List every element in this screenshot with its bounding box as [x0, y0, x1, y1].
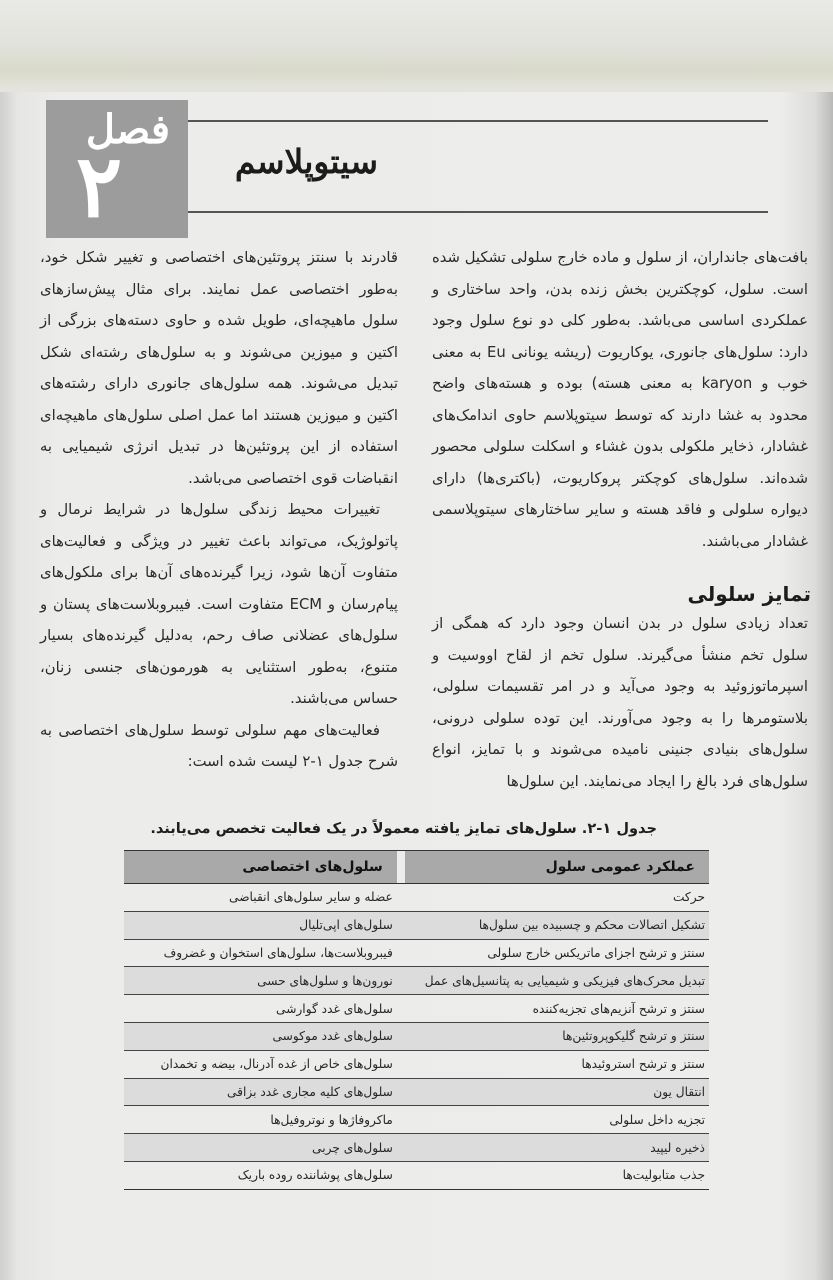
section-heading: تمایز سلولی — [687, 582, 811, 606]
chapter-number: ۲ — [76, 136, 123, 237]
table-row — [124, 995, 709, 1023]
table-cell-specialized: سلول‌های خاص از غده آدرنال، بیضه و تخمدان — [124, 1050, 397, 1078]
paragraph: تغییرات محیط زندگی سلول‌ها در شرایط نرمال و پاتولوژیک، می‌تواند باعث تغییر در ویژگی و فعالیت‌های متفاوت آن‌ها شود، زیرا گیرنده‌های آن‌ها برای ملکول‌های پیام‌رسان و ECM متفاوت است. فیبروبلاست‌های پستان و سلول‌های عضلانی صاف رحم، به‌دلیل گیرنده‌های بسیار متنوع، به‌طور استثنایی به هورمون‌های جنسی زنان، حساس می‌باشند. — [40, 501, 398, 707]
title-top-rule — [188, 120, 768, 122]
table-cell-function: جذب متابولیت‌ها — [405, 1161, 709, 1189]
table-row — [124, 1022, 709, 1050]
table-cell-specialized: سلول‌های غدد موکوسی — [124, 1022, 397, 1050]
table-header-cell: عملکرد عمومی سلول — [405, 851, 709, 884]
table-row — [124, 967, 709, 995]
table-header-row — [124, 851, 709, 884]
table-caption: جدول ۱-۲. سلول‌های تمایز یافته معمولاً در یک فعالیت تخصص می‌یابند. — [150, 820, 657, 837]
title-bottom-rule — [188, 211, 768, 213]
table-cell-function: سنتز و ترشح اجزای ماتریکس خارج سلولی — [405, 939, 709, 967]
table-row — [124, 1134, 709, 1162]
left-column — [40, 242, 398, 778]
table-row — [124, 1161, 709, 1189]
table-cell-specialized: سلول‌های پوشاننده روده باریک — [124, 1161, 397, 1189]
table-cell-specialized: سلول‌های غدد گوارشی — [124, 995, 397, 1023]
table-row — [124, 1078, 709, 1106]
table-cell-function: تشکیل اتصالات محکم و چسبیده بین سلول‌ها — [405, 911, 709, 939]
paragraph: تعداد زیادی سلول در بدن انسان وجود دارد که همگی از سلول تخم منشأ می‌گیرند. سلول تخم از لقاح اووسیت و اسپرماتوزوئید به وجود می‌آید و در امر تقسیمات سلولی، بلاستومرها را به وجود می‌آورند. این توده سلولی درونی، سلول‌های بنیادی جنینی نامیده می‌شوند و با تمایز، انواع سلول‌های فرد بالغ را ایجاد می‌نمایند. این سلول‌ها — [432, 615, 808, 790]
table-cell-function: ذخیره لیپید — [405, 1134, 709, 1162]
table-row — [124, 939, 709, 967]
page-top-band — [0, 0, 833, 92]
table-cell-function: انتقال یون — [405, 1078, 709, 1106]
table-row — [124, 911, 709, 939]
table-cell-specialized: عضله و سایر سلول‌های انقباضی — [124, 884, 397, 912]
right-column-section — [432, 608, 808, 797]
table-cell-specialized: سلول‌های اپی‌تلیال — [124, 911, 397, 939]
table-row — [124, 1106, 709, 1134]
table-cell-function: سنتز و ترشح استروئیدها — [405, 1050, 709, 1078]
table-row — [124, 1050, 709, 1078]
table-cell-specialized: سلول‌های کلیه مجاری غدد بزاقی — [124, 1078, 397, 1106]
table-cell-function: سنتز و ترشح گلیکوپروتئین‌ها — [405, 1022, 709, 1050]
paragraph: فعالیت‌های مهم سلولی توسط سلول‌های اختصاصی به شرح جدول ۱-۲ لیست شده است: — [40, 721, 398, 770]
chapter-box — [46, 100, 188, 238]
table-cell-function: تبدیل محرک‌های فیزیکی و شیمیایی به پتانسیل‌های عمل — [405, 967, 709, 995]
table-cell-function: سنتز و ترشح آنزیم‌های تجزیه‌کننده — [405, 995, 709, 1023]
paragraph: بافت‌های جانداران، از سلول و ماده خارج سلولی تشکیل شده است. سلول، کوچکترین بخش زنده بدن، واحد ساختاری و عملکردی اساسی می‌باشد. به‌طور کلی دو نوع سلول وجود دارد: سلول‌های جانوری، یوکاریوت (ریشه یونانی Eu به معنی خوب و karyon به معنی هسته) بوده و هسته‌های واضح محدود به غشا دارند که توسط سیتوپلاسم حاوی اندامک‌های غشادار، ذخایر ملکولی بدون غشاء و اسکلت سلولی محصور شده‌اند. سلول‌های کوچکتر پروکاریوت، (باکتری‌ها) دارای دیواره سلولی و فاقد هسته و سایر ساختارهای سیتوپلاسمی غشادار می‌باشند. — [432, 249, 808, 550]
table-header-cell: سلول‌های اختصاصی — [124, 851, 397, 884]
table-cell-specialized: ماکروفاژها و نوتروفیل‌ها — [124, 1106, 397, 1134]
paragraph: قادرند با سنتز پروتئین‌های اختصاصی و تغییر شکل خود، به‌طور اختصاصی عمل نمایند. برای مثال پیش‌سازهای سلول ماهیچه‌ای، طویل شده و حاوی دسته‌های بزرگی از اکتین و میوزین می‌شوند و به سلول‌های رشته‌ای شکل تبدیل می‌شوند. همه سلول‌های جانوری دارای رشته‌های اکتین و میوزین هستند اما عمل اصلی سلول‌های ماهیچه‌ای استفاده از این پروتئین‌ها در تبدیل انرژی شیمیایی به انقباضات قوی اختصاصی می‌باشد. — [40, 249, 398, 487]
table-cell-specialized: سلول‌های چربی — [124, 1134, 397, 1162]
chapter-title: سیتوپلاسم — [234, 142, 378, 181]
table-cell-function: حرکت — [405, 884, 709, 912]
table-cell-function: تجزیه داخل سلولی — [405, 1106, 709, 1134]
table-row — [124, 884, 709, 912]
chapter-label: فصل — [85, 106, 170, 153]
right-column-intro — [432, 242, 808, 557]
table-cell-specialized: نورون‌ها و سلول‌های حسی — [124, 967, 397, 995]
cell-function-table — [124, 850, 709, 1190]
table-cell-specialized: فیبروبلاست‌ها، سلول‌های استخوان و غضروف — [124, 939, 397, 967]
